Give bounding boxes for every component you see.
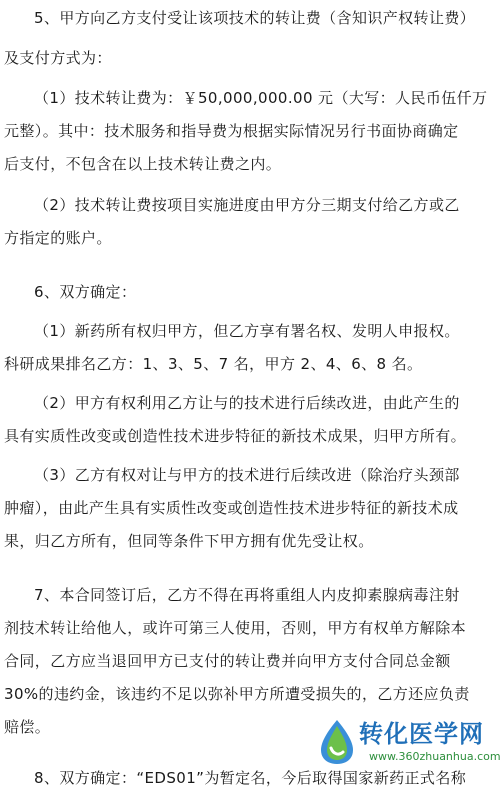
clause-5-line: 5、甲方向乙方支付受让该项技术的转让费（含知识产权转让费） [34,9,476,27]
clause-6-line: （2）甲方有权利用乙方让与的技术进行后续改进，由此产生的 [34,394,460,412]
clause-8-line: 8、双方确定：“EDS01”为暂定名，今后取得国家新药正式名称 [34,769,467,787]
clause-7-line: 7、本合同签订后，乙方不得在再将重组人内皮抑素腺病毒注射 [34,586,460,604]
watermark-logo-icon [317,718,357,766]
site-watermark [313,716,501,774]
clause-7-line: 剂技术转让给他人，或许可第三人使用，否则，甲方有权单方解除本 [4,619,467,637]
clause-5-line: 及支付方式为： [4,49,112,67]
clause-6-line: 6、双方确定： [34,283,137,301]
clause-7-line: 30%的违约金，该违约不足以弥补甲方所遭受损失的，乙方还应负责 [4,685,470,703]
watermark-title: 转化医学网 [359,720,484,748]
clause-5-line: 元整）。其中：技术服务和指导费为根据实际情况另行书面协商确定 [4,122,459,140]
clause-7-line: 赔偿。 [4,718,51,736]
clause-5-line: 后支付，不包含在以上技术转让费之内。 [4,155,282,173]
clause-6-line: 科研成果排名乙方：1、3、5、7 名，甲方 2、4、6、8 名。 [4,355,423,373]
clause-5-line: （2）技术转让费按项目实施进度由甲方分三期支付给乙方或乙 [34,196,460,214]
clause-7-line: 合同，乙方应当退回甲方已支付的转让费并向甲方支付合同总金额 [4,652,451,670]
clause-6-line: 果，归乙方所有，但同等条件下甲方拥有优先受让权。 [4,532,374,550]
clause-5-line: 方指定的账户。 [4,229,112,247]
clause-6-line: 具有实质性改变或创造性技术进步特征的新技术成果，归甲方所有。 [4,427,467,445]
clause-6-line: 肿瘤），由此产生具有实质性改变或创造性技术进步特征的新技术成 [4,499,459,517]
clause-6-line: （1）新药所有权归甲方，但乙方享有署名权、发明人申报权。 [34,322,460,340]
watermark-url: www.360zhuanhua.com [369,750,501,763]
clause-5-line: （1）技术转让费为：￥50,000,000.00 元（大写：人民币伍仟万 [34,89,488,107]
clause-6-line: （3）乙方有权对让与甲方的技术进行后续改进（除治疗头颈部 [34,466,460,484]
